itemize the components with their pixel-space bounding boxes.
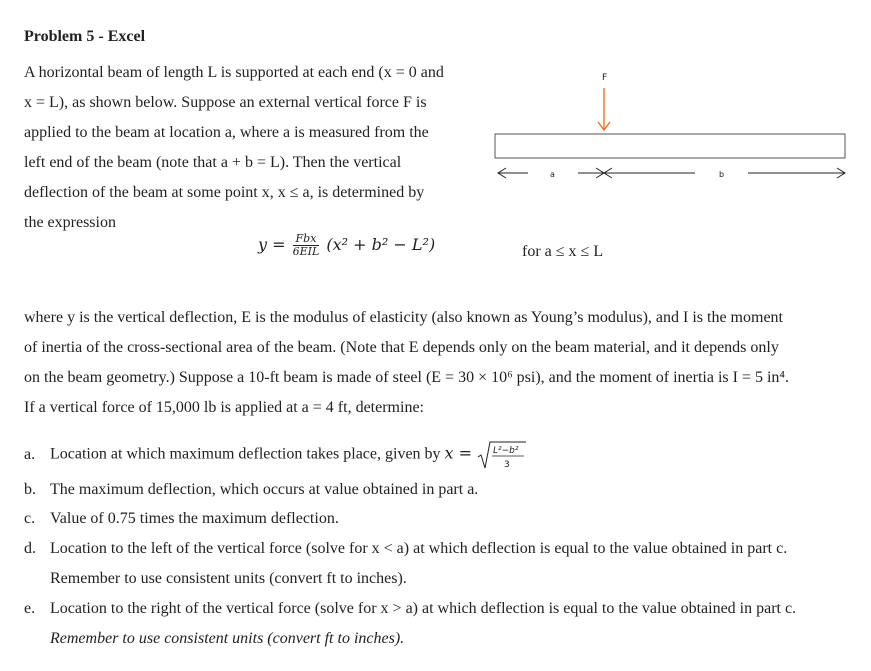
item-label: a.: [24, 445, 36, 463]
question-item-b: [24, 481, 478, 499]
intro-line: deflection of the beam at some point x, x ≤ a, is determined by: [24, 184, 425, 201]
intro-line: the expression: [24, 214, 116, 231]
deflection-equation: [258, 233, 435, 258]
question-item-d: [24, 540, 787, 558]
force-label: F: [602, 73, 608, 83]
formula-variable: x =: [444, 443, 473, 463]
beam-rectangle: [495, 134, 845, 158]
item-label: c.: [24, 510, 36, 527]
sqrt-formula: [476, 440, 526, 470]
a-label: a: [550, 170, 555, 179]
problem-title: Problem 5 - Excel: [24, 28, 146, 45]
item-d-note: Remember to use consistent units (convert ft to inches).: [50, 570, 407, 587]
sqrt-denominator: 3: [504, 460, 510, 470]
item-text: Location to the right of the vertical force (solve for x > a) at which deflection is equal to the value obtained in part c.: [50, 600, 797, 617]
item-text: Value of 0.75 times the maximum deflection.: [50, 510, 339, 527]
description-paragraph: [24, 303, 854, 423]
equation-condition: for a ≤ x ≤ L: [522, 243, 604, 260]
intro-line: A horizontal beam of length L is supported at each end (x = 0 and: [24, 64, 444, 81]
item-text: Location to the left of the vertical force (solve for x < a) at which deflection is equal to the value obtained in part c.: [50, 540, 788, 557]
b-label: b: [719, 170, 725, 179]
description-line: of inertia of the cross-sectional area of the beam. (Note that E depends only on the beam material, and it depends only: [24, 339, 779, 356]
item-text: Location at which maximum deflection takes place, given by: [50, 445, 441, 463]
question-item-c: [24, 510, 339, 528]
description-line: If a vertical force of 15,000 lb is applied at a = 4 ft, determine:: [24, 399, 424, 416]
description-line: on the beam geometry.) Suppose a 10-ft beam is made of steel (E = 30 × 10⁶ psi), and the moment of inertia is I = 5 in⁴.: [24, 369, 790, 386]
equation-denominator: 6EIL: [292, 245, 320, 258]
description-line: where y is the vertical deflection, E is the modulus of elasticity (also known as Young’s modulus), and I is the moment: [24, 309, 783, 326]
equation-fraction: [293, 233, 320, 258]
item-label: e.: [24, 600, 36, 617]
item-e-note: Remember to use consistent units (convert ft to inches).: [50, 630, 405, 647]
item-text: The maximum deflection, which occurs at value obtained in part a.: [50, 481, 479, 498]
question-item-e: [24, 600, 796, 618]
intro-line: x = L), as shown below. Suppose an external vertical force F is: [24, 94, 427, 111]
equation-lhs: y =: [258, 235, 286, 254]
beam-diagram: [490, 62, 850, 187]
equation-rhs: (x² + b² − L²): [326, 235, 436, 254]
intro-line: applied to the beam at location a, where a is measured from the: [24, 124, 429, 141]
question-item-a: [24, 440, 526, 470]
intro-paragraph: [24, 58, 494, 238]
sqrt-numerator: L²−b²: [493, 446, 519, 456]
item-label: d.: [24, 540, 36, 557]
intro-line: left end of the beam (note that a + b = L). Then the vertical: [24, 154, 402, 171]
item-label: b.: [24, 481, 36, 498]
equation-numerator: Fbx: [293, 233, 320, 246]
